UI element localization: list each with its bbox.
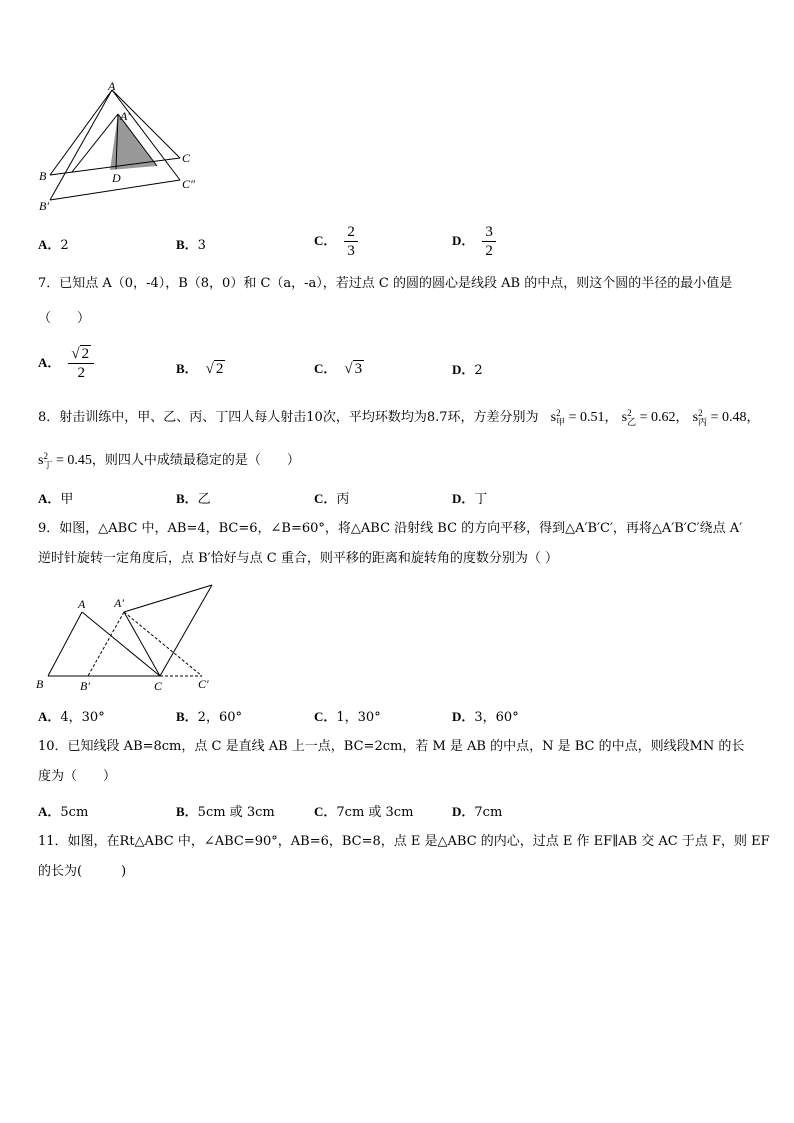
question-9-figure xyxy=(30,580,230,695)
label-D: D xyxy=(112,171,121,185)
q10-option-c[interactable]: C．7cm 或 3cm xyxy=(314,804,414,820)
q8-option-d[interactable]: D．丁 xyxy=(452,491,488,507)
q8-stem-line1: 8．射击训练中，甲、乙、丙、丁四人每人射击10次，平均环数均为8.7环，方差分别为 s 2 甲 = 0.51， s 2 乙 = 0.62， s 2 丙 = 0.48， xyxy=(38,407,760,427)
q7-option-a[interactable]: A． $\frac{√ 2}{2}$ xyxy=(38,346,94,381)
q10-option-b[interactable]: B．5cm 或 3cm xyxy=(176,804,275,820)
q6-option-d[interactable]: D． $\frac{3}{2}$ xyxy=(452,224,496,259)
q10-stem-line1: 10．已知线段 AB=8cm，点 C 是直线 AB 上一点，BC=2cm，若 M 是 AB 的中点，N 是 BC 的中点，则线段MN 的长 xyxy=(38,739,745,754)
q7-stem-line2: （ ） xyxy=(38,311,91,326)
label-B: B xyxy=(36,677,44,691)
q6-option-c[interactable]: C． $\frac{2}{3}$ xyxy=(314,224,358,259)
q11-stem-line2: 的长为( ) xyxy=(38,864,127,879)
label-B-prime: B′ xyxy=(39,199,49,213)
question-6-figure xyxy=(32,78,212,218)
q8-option-b[interactable]: B．乙 xyxy=(176,491,211,507)
q8-option-c[interactable]: C．丙 xyxy=(314,491,350,507)
q9-option-c[interactable]: C．1，30° xyxy=(314,709,381,725)
q7-stem-line1: 7．已知点 A（0，-4），B（8，0）和 C（a，-a），若过点 C 的圆的圆心是线段 AB 的中点，则这个圆的半径的最小值是 xyxy=(38,276,733,291)
label-A: A xyxy=(108,79,116,93)
q9-stem-line2: 逆时针旋转一定角度后，点 B′恰好与点 C 重合，则平移的距离和旋转角的度数分别为（ ） xyxy=(38,551,558,566)
q10-stem-line2: 度为（ ） xyxy=(38,769,117,784)
label-A-prime: A′ xyxy=(120,109,130,123)
q6-option-a[interactable]: A．2 xyxy=(38,237,69,253)
label-A-prime: A′ xyxy=(114,596,124,610)
label-B: B xyxy=(39,169,47,183)
q7-option-d[interactable]: D．2 xyxy=(452,362,483,378)
q7-option-c[interactable]: C． √ 3 xyxy=(314,361,363,377)
q8-stem-line2: s 2 丁 = 0.45，则四人中成绩最稳定的是（ ） xyxy=(38,450,300,470)
label-C: C xyxy=(154,679,163,693)
q10-option-a[interactable]: A．5cm xyxy=(38,804,89,820)
q6-option-b[interactable]: B．3 xyxy=(176,237,206,253)
q9-stem-line1: 9．如图，△ABC 中，AB=4，BC=6，∠B=60°，将△ABC 沿射线 BC 的方向平移，得到△A′B′C′，再将△A′B′C′绕点 A′ xyxy=(38,521,743,536)
q9-option-a[interactable]: A．4，30° xyxy=(38,709,105,725)
q9-option-b[interactable]: B．2，60° xyxy=(176,709,242,725)
label-B-prime: B′ xyxy=(80,679,90,693)
q10-option-d[interactable]: D．7cm xyxy=(452,804,503,820)
q9-option-d[interactable]: D．3，60° xyxy=(452,709,519,725)
q8-option-a[interactable]: A．甲 xyxy=(38,491,74,507)
q7-option-b[interactable]: B． √ 2 xyxy=(176,361,224,377)
label-A: A xyxy=(78,597,86,611)
label-C-double-prime: C″ xyxy=(182,177,196,191)
q11-stem-line1: 11．如图，在Rt△ABC 中，∠ABC=90°，AB=6，BC=8，点 E 是△ABC 的内心，过点 E 作 EF∥AB 交 AC 于点 F，则 EF xyxy=(38,834,770,849)
label-C: C xyxy=(182,151,191,165)
label-C-prime: C′ xyxy=(198,677,209,691)
